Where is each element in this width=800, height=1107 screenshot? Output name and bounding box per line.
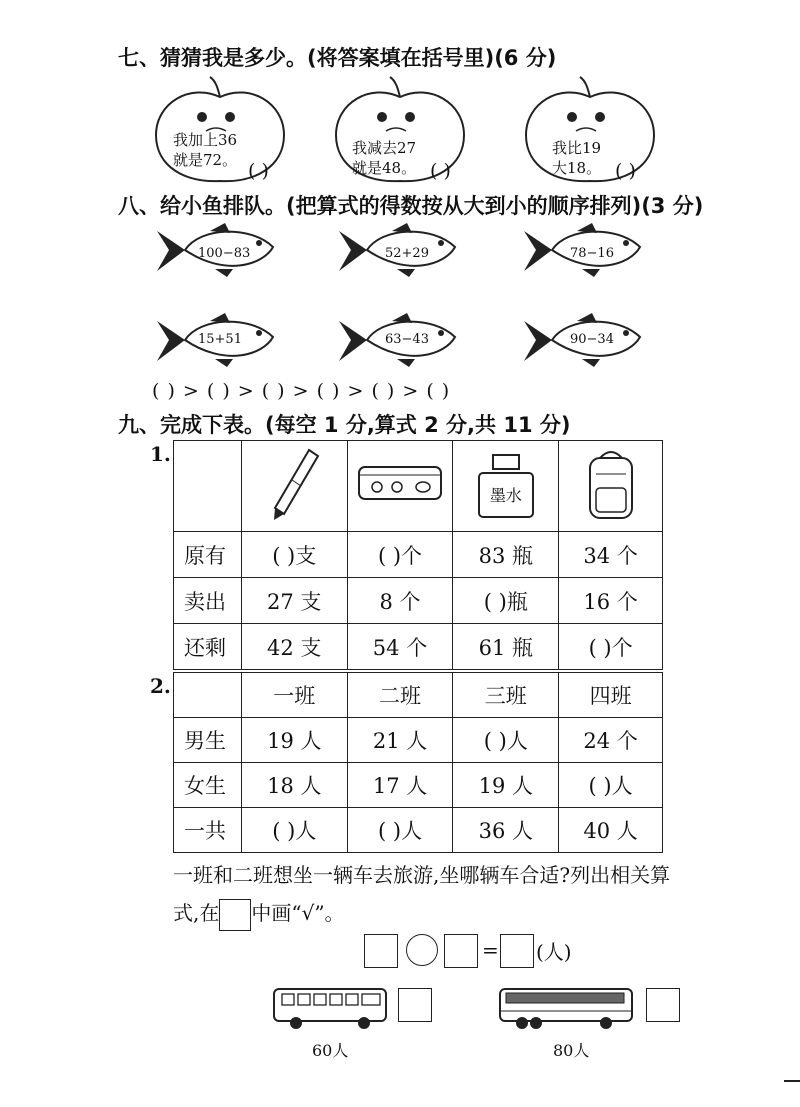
table-cell[interactable]: ( )个 — [347, 532, 453, 578]
apple-2-line1: 我减去27 — [352, 139, 417, 157]
apple-2-line2: 就是48。 — [352, 159, 417, 177]
fish-4-expr: 15+51 — [198, 332, 242, 347]
table2-label: 2. — [150, 674, 171, 698]
table-cell[interactable]: ( )人 — [347, 808, 453, 853]
bus-large-capacity: 80人 — [553, 1041, 590, 1060]
equation-operand-1-box[interactable] — [364, 934, 398, 968]
apple-3-answer[interactable]: ( ) — [615, 160, 636, 182]
table-cell: 19 人 — [453, 763, 559, 808]
apple-1-answer[interactable]: ( ) — [248, 160, 269, 182]
bus-small — [270, 983, 390, 1035]
pencil-icon — [264, 444, 324, 524]
apple-3-line2: 大18。 — [552, 159, 602, 177]
row-head-total: 一共 — [174, 808, 242, 853]
table-row — [174, 624, 663, 670]
column-header: 四班 — [559, 673, 663, 718]
table2-corner-cell — [174, 673, 242, 718]
table-cell: 42 支 — [241, 624, 347, 670]
table-cell: 24 个 — [559, 718, 663, 763]
fish-order-answer[interactable]: ( ) > ( ) > ( ) > ( ) > ( ) > ( ) — [152, 380, 451, 402]
table-row — [174, 763, 663, 808]
table-row — [174, 718, 663, 763]
row-head-boys: 男生 — [174, 718, 242, 763]
table-cell[interactable]: ( )瓶 — [453, 578, 559, 624]
table-cell: 54 个 — [347, 624, 453, 670]
question-line-2-start: 式,在 — [173, 901, 220, 925]
section8-title: 八、给小鱼排队。(把算式的得数按从大到小的顺序排列)(3 分) — [118, 194, 704, 218]
table-cell: 21 人 — [347, 718, 453, 763]
bus-large-check-box[interactable] — [646, 988, 680, 1022]
table-cell: 34 个 — [559, 532, 663, 578]
question-line-1: 一班和二班想坐一辆车去旅游,坐哪辆车合适?列出相关算 — [173, 863, 671, 887]
table-cell: 40 人 — [559, 808, 663, 853]
page-edge-mark — [784, 1080, 800, 1082]
equation-operand-2-box[interactable] — [444, 934, 478, 968]
apple-3-line1: 我比19 — [552, 139, 602, 157]
table-cell: 16 个 — [559, 578, 663, 624]
equals-sign: = — [482, 938, 499, 962]
bus-large — [496, 983, 636, 1035]
table-cell: 19 人 — [241, 718, 347, 763]
column-header: 一班 — [241, 673, 347, 718]
apple-1-line2: 就是72。 — [173, 151, 238, 169]
apple-2-answer[interactable]: ( ) — [430, 160, 451, 182]
table-cell: 83 瓶 — [453, 532, 559, 578]
backpack-icon — [576, 444, 646, 524]
equation-result-box[interactable] — [500, 934, 534, 968]
inline-sample-box — [219, 899, 251, 931]
ink-label: 墨水 — [489, 486, 522, 505]
table1-label: 1. — [150, 442, 171, 466]
fish-6-expr: 90−34 — [570, 332, 614, 347]
table-cell[interactable]: ( )支 — [241, 532, 347, 578]
table-classes — [173, 672, 663, 853]
row-head-remaining: 还剩 — [174, 624, 242, 670]
fish-1-expr: 100−83 — [198, 246, 251, 261]
fish-5-expr: 63−43 — [385, 332, 429, 347]
table-row — [174, 578, 663, 624]
table2-header-row — [174, 673, 663, 718]
row-head-sold: 卖出 — [174, 578, 242, 624]
fish-3-expr: 78−16 — [570, 246, 614, 261]
apple-1-line1: 我加上36 — [173, 131, 238, 149]
bus-icon — [270, 983, 390, 1031]
ink-bottle-icon — [471, 451, 541, 521]
fish-2-expr: 52+29 — [385, 246, 429, 261]
table-row — [174, 808, 663, 853]
row-head-original: 原有 — [174, 532, 242, 578]
table-stationery — [173, 440, 663, 670]
table-row — [174, 532, 663, 578]
table1-corner-cell — [174, 441, 242, 532]
table-cell[interactable]: ( )人 — [241, 808, 347, 853]
section9-title: 九、完成下表。(每空 1 分,算式 2 分,共 11 分) — [118, 413, 571, 437]
column-header: 三班 — [453, 673, 559, 718]
equation-operator-circle[interactable] — [406, 934, 438, 966]
section7-title: 七、猜猜我是多少。(将答案填在括号里)(6 分) — [118, 46, 557, 70]
bus-small-capacity: 60人 — [312, 1041, 349, 1060]
question-line-2 — [173, 893, 345, 933]
table-cell[interactable]: ( )人 — [453, 718, 559, 763]
table-cell: 36 人 — [453, 808, 559, 853]
row-head-girls: 女生 — [174, 763, 242, 808]
table1-image-row — [174, 441, 663, 532]
table-cell[interactable]: ( )个 — [559, 624, 663, 670]
table-cell: 8 个 — [347, 578, 453, 624]
table-cell: 61 瓶 — [453, 624, 559, 670]
equation-unit: (人) — [536, 940, 572, 964]
bus-small-check-box[interactable] — [398, 988, 432, 1022]
table-cell: 18 人 — [241, 763, 347, 808]
bus-icon — [496, 983, 636, 1031]
question-line-2-end: 中画“√”。 — [251, 901, 345, 925]
table-cell: 27 支 — [241, 578, 347, 624]
column-header: 二班 — [347, 673, 453, 718]
pencil-box-icon — [355, 459, 445, 509]
table-cell: 17 人 — [347, 763, 453, 808]
table-cell[interactable]: ( )人 — [559, 763, 663, 808]
